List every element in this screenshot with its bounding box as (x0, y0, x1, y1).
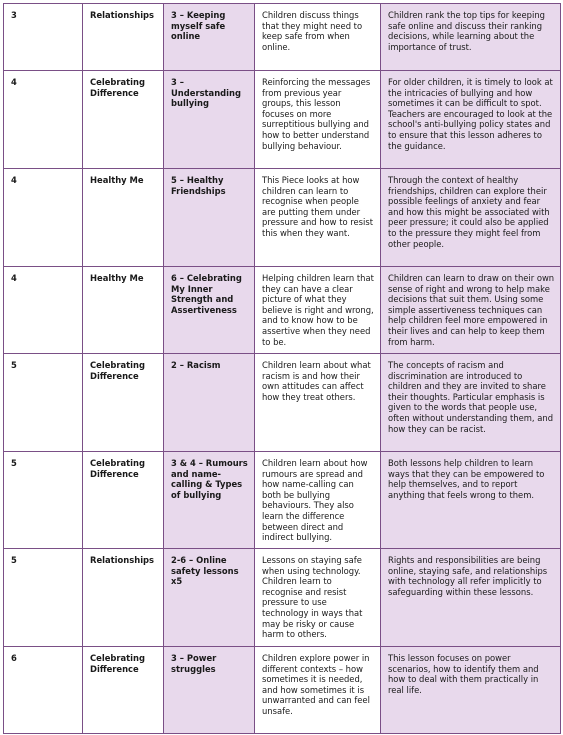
year-cell: 6 (4, 647, 83, 734)
table-row (4, 71, 561, 169)
description-cell: Children discuss things that they might need to keep safe from when online. (255, 4, 381, 71)
puzzle-cell: Healthy Me (83, 169, 164, 267)
puzzle-cell: Healthy Me (83, 267, 164, 354)
notes-cell: The concepts of racism and discrimination are introduced to children and they are invited to share their thoughts. Particular emphasis is given to the words that people use, often without understanding them, and how they can be racist. (381, 354, 561, 452)
description-cell: This Piece looks at how children can learn to recognise when people are putting them under pressure and how to resist this when they want. (255, 169, 381, 267)
notes-cell: For older children, it is timely to look at the intricacies of bullying and how sometimes it can be difficult to spot. Teachers are encouraged to look at the school's anti-bullying policy states and to ensure that this lesson adheres to the guidance. (381, 71, 561, 169)
piece-cell: 3 – Understanding bullying (164, 71, 255, 169)
piece-cell: 3 – Keeping myself safe online (164, 4, 255, 71)
notes-cell: Rights and responsibilities are being online, staying safe, and relationships with technology all refer implicitly to safeguarding within these lessons. (381, 549, 561, 647)
puzzle-cell: Celebrating Difference (83, 354, 164, 452)
description-cell: Reinforcing the messages from previous year groups, this lesson focuses on more surreptitious bullying and how to better understand bullying behaviour. (255, 71, 381, 169)
year-cell: 4 (4, 71, 83, 169)
year-cell: 4 (4, 267, 83, 354)
description-cell: Helping children learn that they can have a clear picture of what they believe is right and wrong, and to know how to be assertive when they need to be. (255, 267, 381, 354)
table-row (4, 267, 561, 354)
piece-cell: 3 & 4 – Rumours and name-calling & Types of bullying (164, 452, 255, 549)
description-cell: Children learn about how rumours are spread and how name-calling can both be bullying behaviours. They also learn the difference between direct and indirect bullying. (255, 452, 381, 549)
year-cell: 5 (4, 452, 83, 549)
description-cell: Children explore power in different contexts – how sometimes it is needed, and how sometimes it is unwarranted and can feel unsafe. (255, 647, 381, 734)
table-row (4, 169, 561, 267)
piece-cell: 6 – Celebrating My Inner Strength and Assertiveness (164, 267, 255, 354)
piece-cell: 3 – Power struggles (164, 647, 255, 734)
table-row (4, 549, 561, 647)
description-cell: Lessons on staying safe when using technology. Children learn to recognise and resist pressure to use technology in ways that may be risky or cause harm to others. (255, 549, 381, 647)
table-row (4, 647, 561, 734)
year-cell: 5 (4, 354, 83, 452)
curriculum-table (3, 3, 561, 734)
puzzle-cell: Relationships (83, 549, 164, 647)
table-row (4, 452, 561, 549)
piece-cell: 5 – Healthy Friendships (164, 169, 255, 267)
table-row (4, 4, 561, 71)
description-cell: Children learn about what racism is and how their own attitudes can affect how they treat others. (255, 354, 381, 452)
notes-cell: Children rank the top tips for keeping safe online and discuss their ranking decisions, while learning about the importance of trust. (381, 4, 561, 71)
puzzle-cell: Celebrating Difference (83, 71, 164, 169)
puzzle-cell: Celebrating Difference (83, 452, 164, 549)
piece-cell: 2-6 – Online safety lessons x5 (164, 549, 255, 647)
year-cell: 5 (4, 549, 83, 647)
year-cell: 3 (4, 4, 83, 71)
notes-cell: Through the context of healthy friendships, children can explore their possible feelings of anxiety and fear and how this might be associated with peer pressure; it could also be applied to the pressure they might feel from other people. (381, 169, 561, 267)
notes-cell: Children can learn to draw on their own sense of right and wrong to help make decisions that suit them. Using some simple assertiveness techniques can help children feel more empowered in their lives and can help to keep them from harm. (381, 267, 561, 354)
notes-cell: Both lessons help children to learn ways that they can be empowered to help themselves, and to report anything that feels wrong to them. (381, 452, 561, 549)
table-row (4, 354, 561, 452)
puzzle-cell: Relationships (83, 4, 164, 71)
piece-cell: 2 – Racism (164, 354, 255, 452)
puzzle-cell: Celebrating Difference (83, 647, 164, 734)
year-cell: 4 (4, 169, 83, 267)
notes-cell: This lesson focuses on power scenarios, how to identify them and how to deal with them practically in real life. (381, 647, 561, 734)
